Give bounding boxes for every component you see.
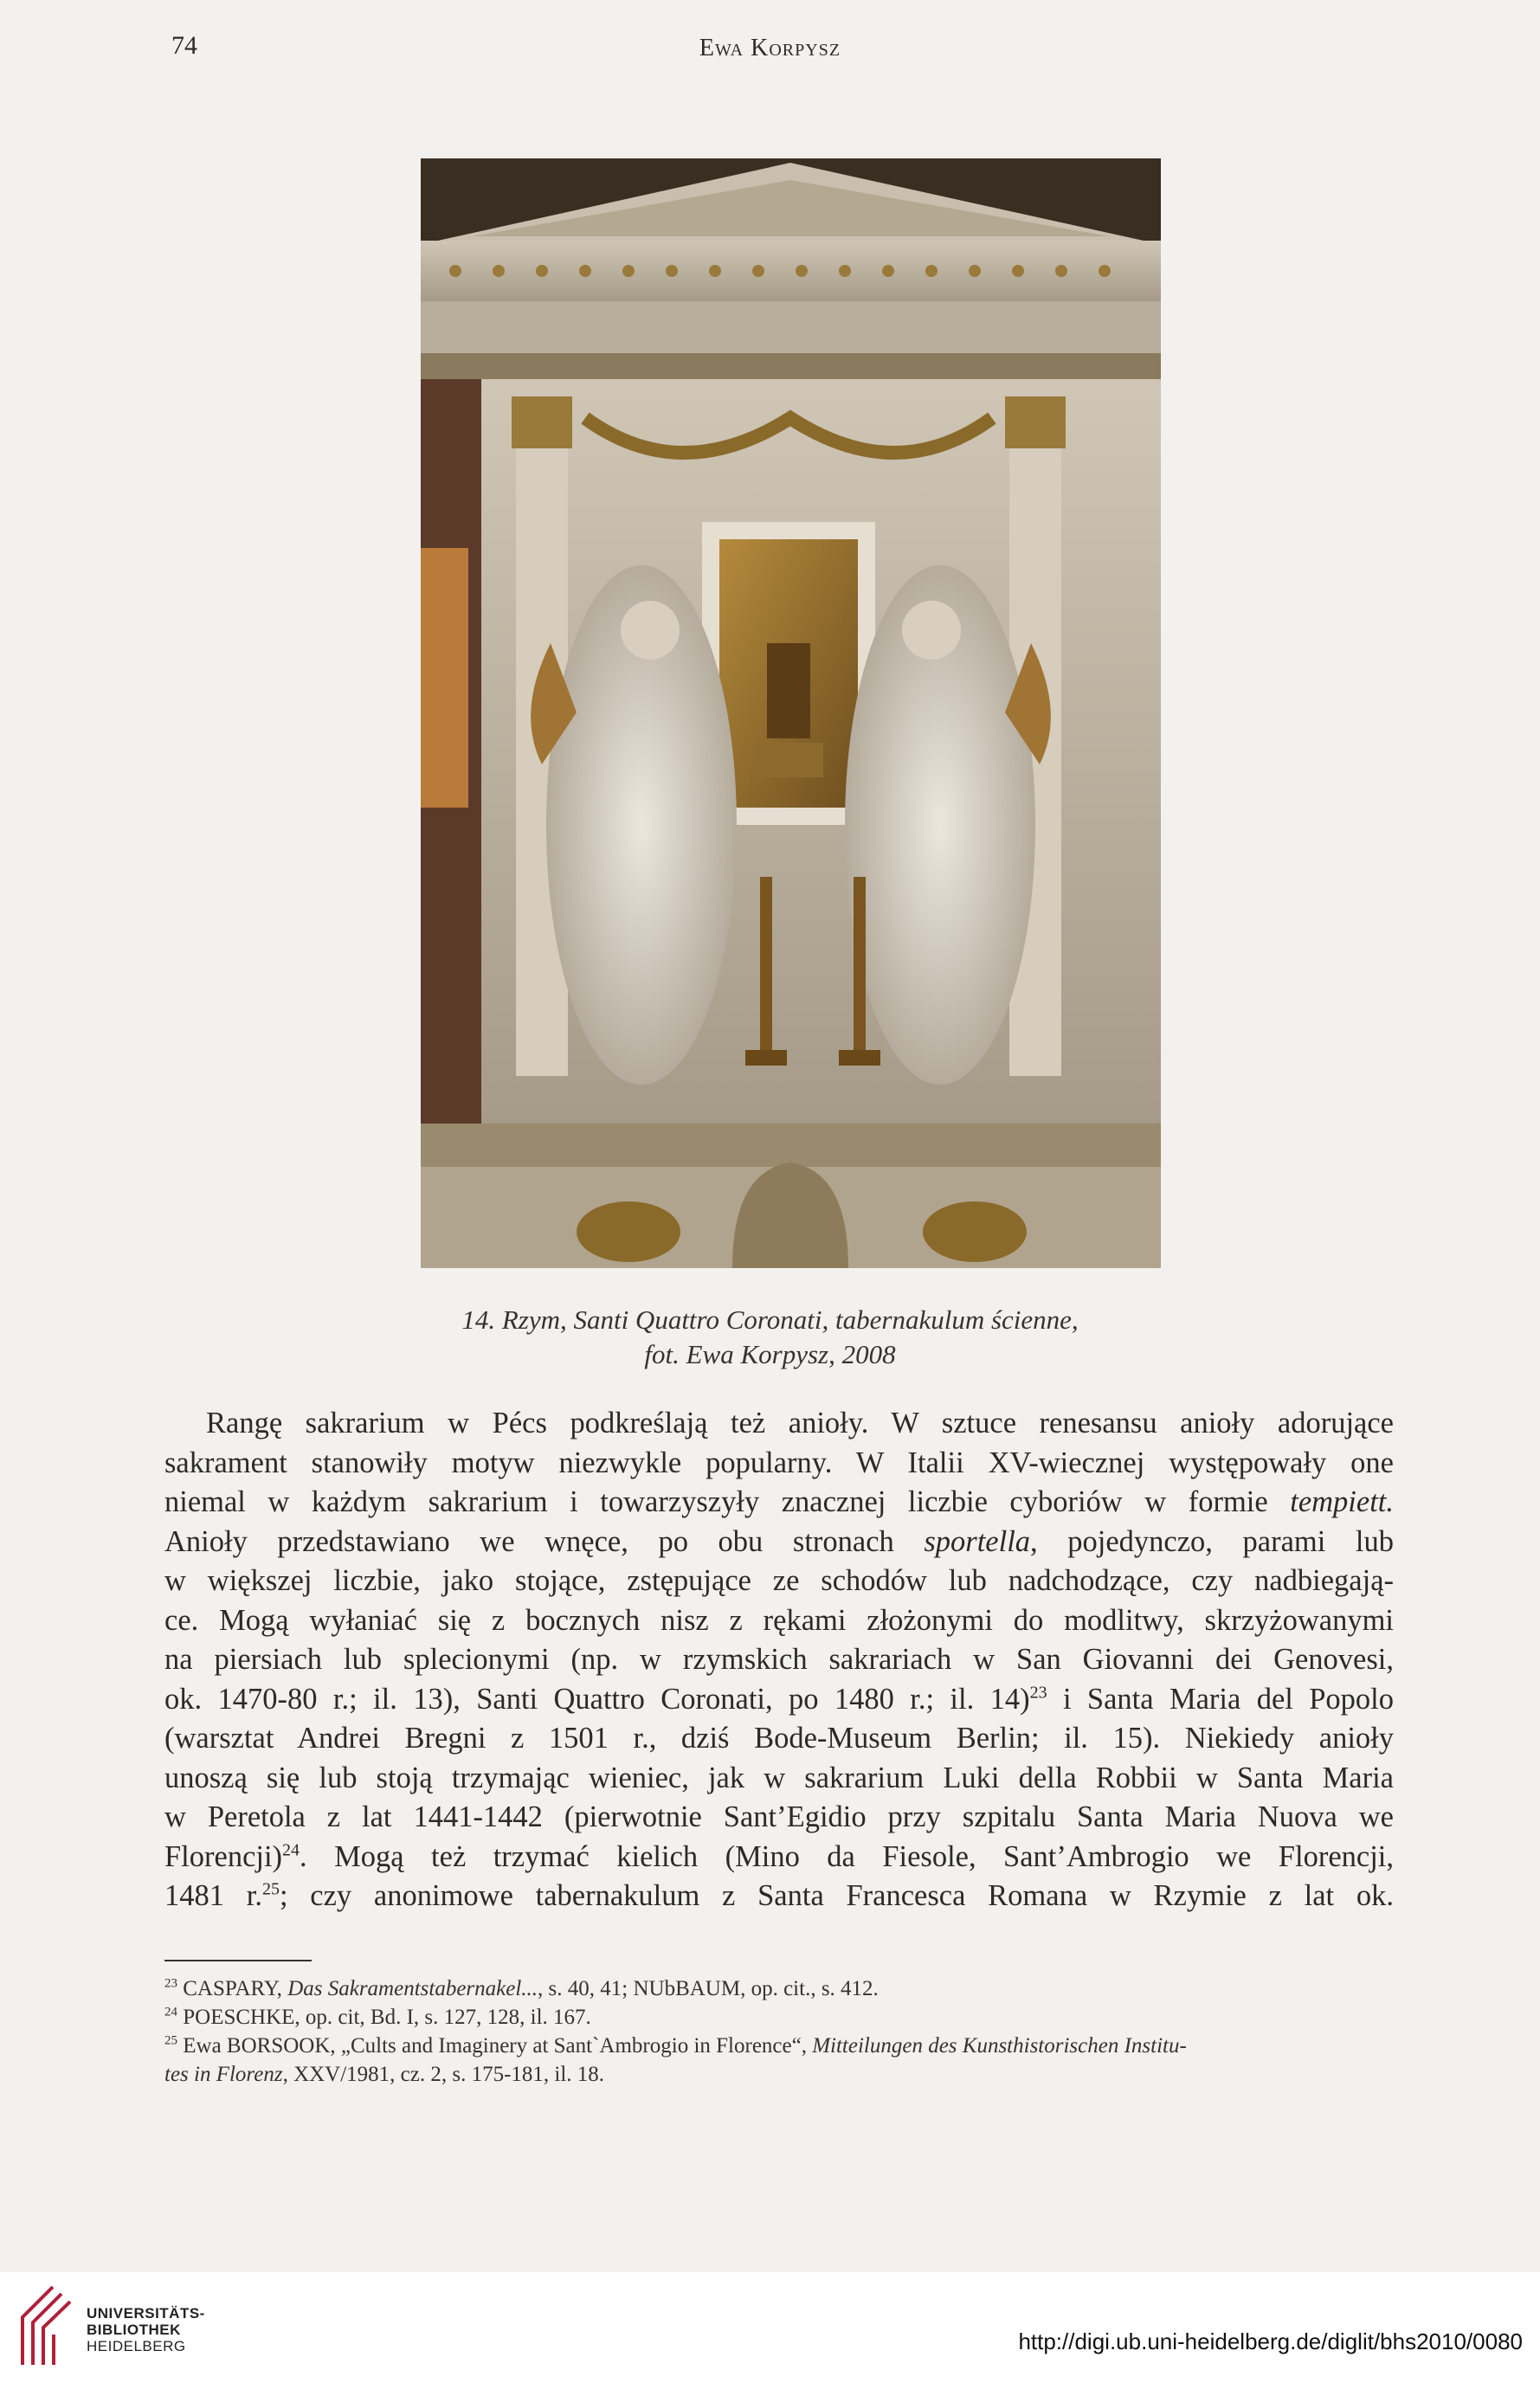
text-run: , pojedynczo, parami lub — [1030, 1524, 1394, 1558]
footnote-text: , XXV/1981, cz. 2, s. 175-181, il. 18. — [282, 2063, 605, 2086]
footnote-23 — [164, 1974, 1394, 2003]
footnote-number: 24 — [164, 2005, 177, 2019]
text-line — [164, 1680, 1394, 1720]
library-name — [87, 2305, 205, 2354]
running-head-first: Ewa — [699, 35, 744, 61]
text-line — [164, 1877, 1394, 1916]
text-run: . Mogą też trzymać kielich (Mino da Fiesole, Sant’Ambrogio we Florencji, — [300, 1839, 1394, 1873]
caption-line-2: fot. Ewa Korpysz, 2008 — [644, 1339, 896, 1369]
text-run: niemal w każdym sakrarium i towarzyszyły znacznej liczbie cyboriów w formie — [164, 1485, 1291, 1518]
text-line — [164, 1483, 1394, 1523]
footnote-title: tes in Florenz — [164, 2063, 283, 2086]
footnote-ref-24[interactable]: 24 — [282, 1840, 300, 1859]
text-line: (warsztat Andrei Bregni z 1501 r., dziś Bode-Museum Berlin; il. 15). Niekiedy anioły — [164, 1722, 1394, 1755]
text-line — [164, 1523, 1394, 1562]
text-run: Florencji) — [164, 1839, 283, 1873]
text-run: ok. 1470-80 r.; il. 13), Santi Quattro Coronati, po 1480 r.; il. 14) — [164, 1682, 1030, 1716]
footnote-ref-25[interactable]: 25 — [261, 1879, 280, 1899]
text-line — [164, 1838, 1394, 1877]
text-line: ce. Mogą wyłaniać się z bocznych nisz z rękami złożonymi do modlitwy, skrzyżowanymi — [164, 1603, 1394, 1637]
footnote-title: Mitteilungen des Kunsthistorischen Institu- — [812, 2034, 1187, 2058]
footnote-number: 25 — [164, 2033, 177, 2048]
italic-term: sportella — [924, 1524, 1031, 1558]
footnote-ref-23[interactable]: 23 — [1029, 1683, 1047, 1702]
page-number: 74 — [171, 31, 197, 60]
footnote-25 — [164, 2032, 1394, 2060]
library-line-2: BIBLIOTHEK — [87, 2322, 181, 2338]
body-paragraph — [164, 1404, 1394, 1916]
footnote-divider — [164, 1960, 312, 1961]
text-line: na piersiach lub splecionymi (np. w rzymskich sakrariach w San Giovanni dei Genovesi, — [164, 1643, 1394, 1676]
text-run: ; czy anonimowe tabernakulum z Santa Francesca Romana w Rzymie z lat ok. — [279, 1879, 1394, 1912]
text-run: i Santa Maria del Popolo — [1047, 1682, 1394, 1716]
text-run: Anioły przedstawiano we wnęce, po obu stronach — [164, 1524, 925, 1558]
footnote-25-cont — [164, 2060, 1394, 2089]
footnote-text: CASPARY, — [177, 1977, 288, 2000]
footnote-text: POESCHKE, op. cit, Bd. I, s. 127, 128, il. 167. — [177, 2006, 591, 2029]
figure-caption — [0, 1303, 1540, 1372]
source-url[interactable]: http://digi.ub.uni-heidelberg.de/diglit/bhs2010/0080 — [1018, 2328, 1523, 2354]
footnote-text: Ewa BORSOOK, „Cults and Imaginery at Sant`Ambrogio in Florence“, — [177, 2034, 813, 2058]
library-line-1: UNIVERSITÄTS- — [87, 2305, 205, 2322]
footnote-text: , s. 40, 41; NUbBAUM, op. cit., s. 412. — [538, 1977, 879, 2000]
footnotes — [164, 1974, 1394, 2089]
text-run: 1481 r. — [164, 1879, 262, 1912]
footnote-24 — [164, 2003, 1394, 2032]
text-line: w Peretola z lat 1441-1442 (pierwotnie Sant’Egidio przy szpitalu Santa Maria Nuova we — [164, 1800, 1394, 1833]
footnote-title: Das Sakramentstabernakel... — [287, 1977, 538, 2000]
caption-line-1: 14. Rzym, Santi Quattro Coronati, tabernakulum ścienne, — [461, 1304, 1079, 1335]
running-head-last: Korpysz — [751, 35, 841, 61]
text-line: unoszą się lub stoją trzymając wieniec, jak w sakrarium Luki della Robbii w Santa Maria — [164, 1761, 1394, 1794]
footer-bar — [0, 2272, 1540, 2383]
footnote-number: 23 — [164, 1976, 177, 1991]
tabernacle-photo — [421, 158, 1161, 1268]
text-line: sakrament stanowiły motyw niezwykle popularny. W Italii XV-wiecznej występowały one — [164, 1446, 1394, 1479]
running-head — [0, 35, 1540, 62]
text-line: Rangę sakrarium w Pécs podkreślają też anioły. W sztuce renesansu anioły adorujące — [206, 1407, 1394, 1439]
italic-term: tempiett. — [1290, 1485, 1394, 1518]
library-line-3: HEIDELBERG — [87, 2338, 186, 2354]
text-line: w większej liczbie, jako stojące, zstępujące ze schodów lub nadchodzące, czy nadbiegają- — [164, 1564, 1394, 1597]
library-logo-icon — [14, 2283, 74, 2369]
